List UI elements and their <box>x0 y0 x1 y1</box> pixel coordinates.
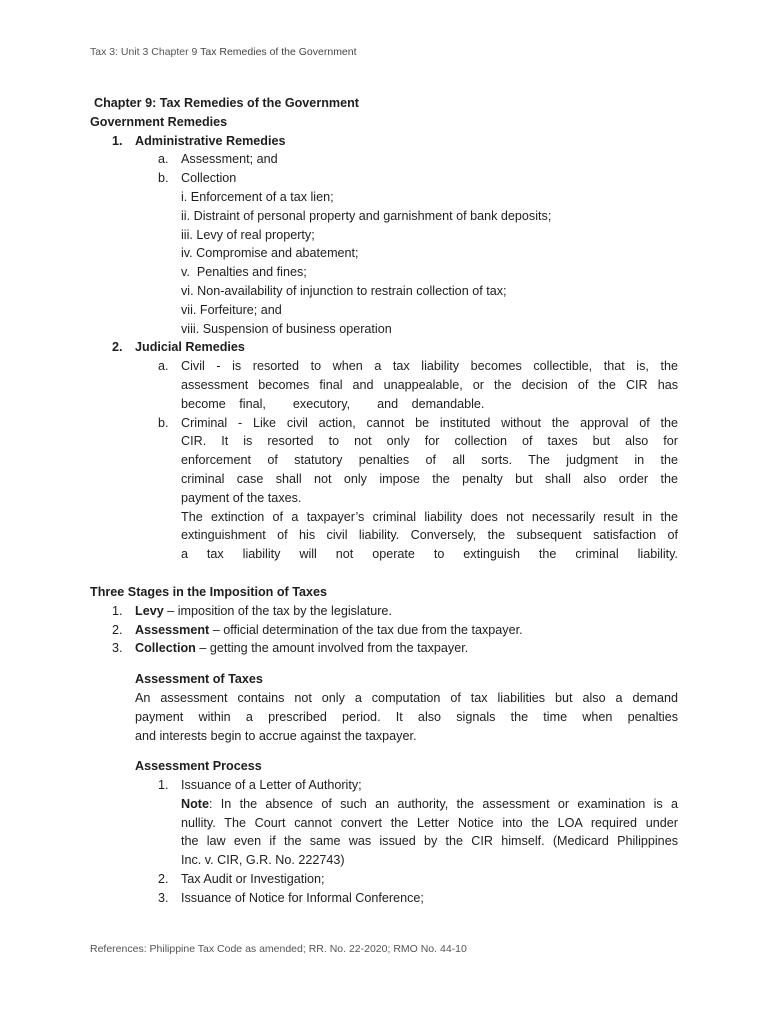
spacer <box>0 658 768 670</box>
collection-item: viii. Suspension of business operation <box>181 321 392 336</box>
admin-heading <box>112 132 768 151</box>
section-title: Government Remedies <box>90 114 228 129</box>
criminal-text: Criminal - Like civil action, cannot be instituted without the approval of the <box>181 415 678 430</box>
note-line: nullity. The Court cannot convert the Letter Notice into the LOA required under <box>181 815 678 830</box>
admin-number: 1. <box>112 133 123 148</box>
spacer <box>0 564 768 583</box>
assessment-line: and interests begin to accrue against the taxpayer. <box>135 728 417 743</box>
criminal-line <box>158 414 678 433</box>
admin-b-label: b. <box>158 171 169 186</box>
collection-item: iii. Levy of real property; <box>181 227 315 242</box>
collection-item: vi. Non-availability of injunction to restrain collection of tax; <box>181 283 507 298</box>
note-line: the law even if the same was issued by the CIR himself. (Medicard Philippines <box>181 834 678 849</box>
judicial-heading <box>112 338 768 357</box>
stage-number: 1. <box>112 603 123 618</box>
process-text: Issuance of a Letter of Authority; <box>181 778 362 793</box>
collection-item: v. Penalties and fines; <box>181 265 307 280</box>
stage-item <box>112 621 768 640</box>
collection-item: vii. Forfeiture; and <box>181 302 282 317</box>
civil-text: Civil - is resorted to when a tax liability becomes collectible, that is, the <box>181 359 678 374</box>
civil-label: a. <box>158 359 169 374</box>
chapter-title: Chapter 9: Tax Remedies of the Government <box>94 96 359 110</box>
civil-line: become final, executory, and demandable. <box>181 396 485 411</box>
process-item <box>158 776 768 795</box>
criminal-line: payment of the taxes. <box>181 490 302 505</box>
collection-item: iv. Compromise and abatement; <box>181 246 359 261</box>
process-item <box>158 870 768 889</box>
stage-term: Collection <box>135 641 196 656</box>
judicial-title: Judicial Remedies <box>135 340 245 355</box>
note-label: Note <box>181 796 209 811</box>
process-title: Assessment Process <box>135 759 262 774</box>
note-line <box>181 795 678 814</box>
stage-term: Assessment <box>135 622 210 637</box>
spacer <box>0 745 768 757</box>
criminal-line: a tax liability will not operate to extinguish the criminal liability. <box>181 547 678 562</box>
note-text: : In the absence of such an authority, the assessment or examination is a <box>209 796 678 811</box>
assessment-line: payment within a prescribed period. It also signals the time when penalties <box>135 709 678 724</box>
judicial-number: 2. <box>112 340 123 355</box>
process-item <box>158 889 768 908</box>
header-course: Tax 3: Unit 3 Chapter 9 <box>90 46 198 58</box>
assessment-title: Assessment of Taxes <box>135 672 263 687</box>
criminal-line: CIR. It is resorted to not only for collection of taxes but also for <box>181 434 678 449</box>
stage-item <box>112 602 768 621</box>
criminal-label: b. <box>158 415 169 430</box>
admin-b-text: Collection <box>181 171 237 186</box>
criminal-line: The extinction of a taxpayer’s criminal liability does not necessarily result in the <box>181 509 678 524</box>
collection-item: i. Enforcement of a tax lien; <box>181 189 334 204</box>
process-text: Issuance of Notice for Informal Conference; <box>181 890 424 905</box>
process-text: Tax Audit or Investigation; <box>181 872 325 887</box>
criminal-line: enforcement of statutory penalties of all sorts. The judgment in the <box>181 453 678 468</box>
admin-title: Administrative Remedies <box>135 133 286 148</box>
page-header <box>90 46 357 58</box>
admin-item-a <box>158 150 768 169</box>
stage-desc: – imposition of the tax by the legislature. <box>163 603 392 618</box>
admin-a-label: a. <box>158 152 169 167</box>
admin-item-b <box>158 169 768 188</box>
criminal-line: extinguishment of his civil liability. Conversely, the subsequent satisfaction of <box>181 528 678 543</box>
process-number: 1. <box>158 778 169 793</box>
stage-desc: – official determination of the tax due from the taxpayer. <box>209 622 523 637</box>
stages-title: Three Stages in the Imposition of Taxes <box>90 584 327 599</box>
civil-line: assessment becomes final and unappealable, or the decision of the CIR has <box>181 377 678 392</box>
header-topic: Tax Remedies of the Government <box>200 46 357 58</box>
criminal-line: criminal case shall not only impose the penalty but shall also order the <box>181 471 678 486</box>
assessment-line: An assessment contains not only a computation of tax liabilities but also a demand <box>135 690 678 705</box>
stage-desc: – getting the amount involved from the taxpayer. <box>195 641 469 656</box>
collection-item: ii. Distraint of personal property and garnishment of bank deposits; <box>181 208 552 223</box>
process-number: 2. <box>158 872 169 887</box>
note-line: Inc. v. CIR, G.R. No. 222743) <box>181 853 345 868</box>
document-body <box>0 94 768 908</box>
stage-number: 3. <box>112 641 123 656</box>
stage-item <box>112 639 768 658</box>
stage-number: 2. <box>112 622 123 637</box>
stage-term: Levy <box>135 603 164 618</box>
civil-line <box>158 357 678 376</box>
admin-a-text: Assessment; and <box>181 152 278 167</box>
page-footer: References: Philippine Tax Code as amended; RR. No. 22-2020; RMO No. 44-10 <box>90 943 467 955</box>
process-number: 3. <box>158 890 169 905</box>
